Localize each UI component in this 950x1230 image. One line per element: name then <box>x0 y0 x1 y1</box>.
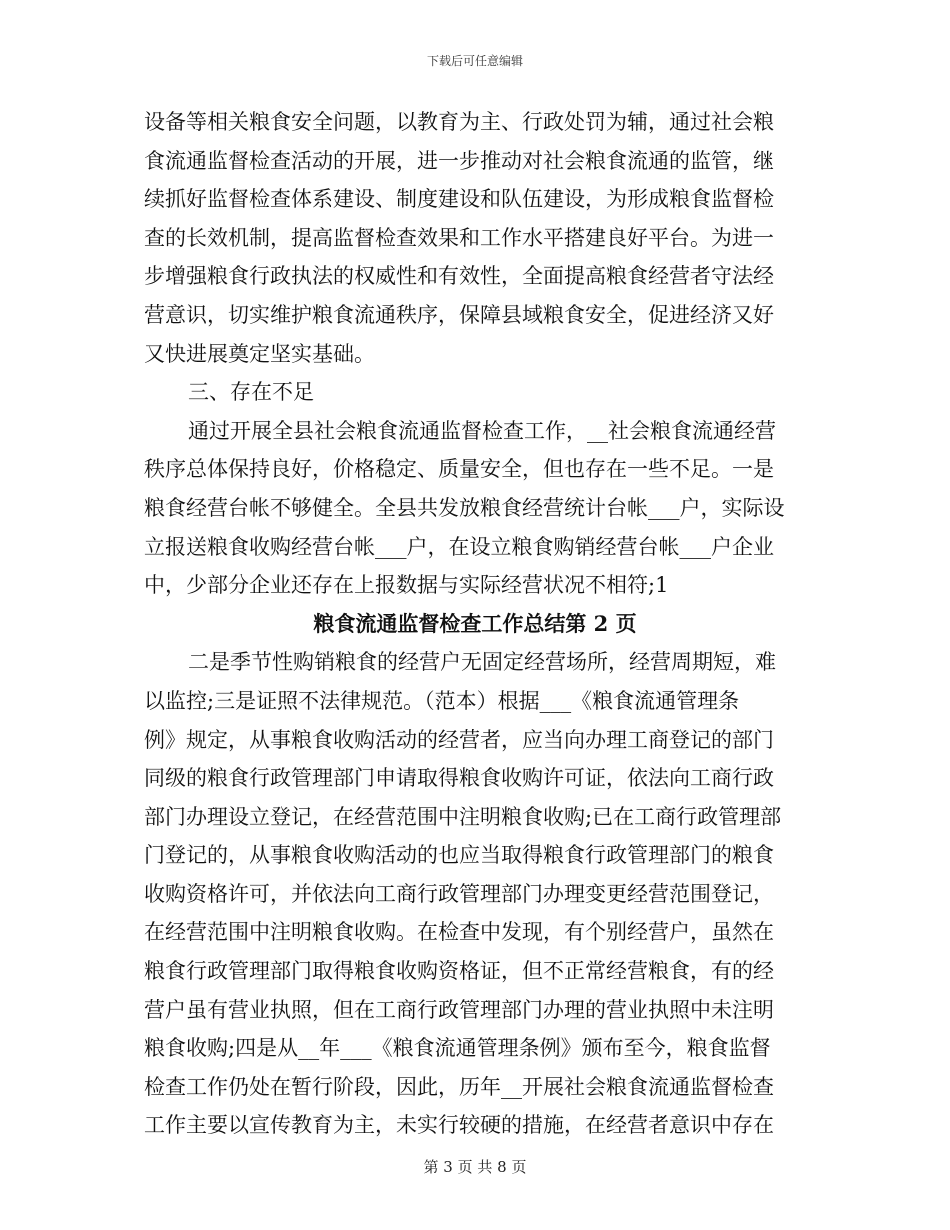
text-line: 营意识，切实维护粮食流通秩序，保障县域粮食安全，促进经济又好 <box>144 302 774 327</box>
text-line: 又快进展奠定坚实基础。 <box>144 341 375 366</box>
text-line: 设备等相关粮食安全问题，以教育为主、行政处罚为辅，通过社会粮 <box>144 110 774 134</box>
text-line: 通过开展全县社会粮食流通监督检查工作，__社会粮食流通经营 <box>188 418 776 443</box>
text-line: 部门办理设立登记，在经营范围中注明粮食收购;已在工商行政管理部 <box>144 804 782 829</box>
text-line: 步增强粮食行政执法的权威性和有效性，全面提高粮食经营者守法经 <box>144 264 774 289</box>
text-line: 门登记的，从事粮食收购活动的也应当取得粮食行政管理部门的粮食 <box>144 843 774 868</box>
text-line: 粮食收购;四是从__年___《粮食流通管理条例》颁布至今，粮食监督 <box>144 1036 771 1061</box>
text-line: 粮食经营台帐不够健全。全县共发放粮食经营统计台帐___户，实际设 <box>144 495 785 520</box>
text-line: 立报送粮食收购经营台帐___户，在设立粮食购销经营台帐___户企业 <box>144 534 774 559</box>
document-body <box>0 103 950 1145</box>
text-line: 中，少部分企业还存在上报数据与实际经营状况不相符;1 <box>144 573 669 598</box>
text-line: 营户虽有营业执照，但在工商行政管理部门办理的营业执照中未注明 <box>144 997 774 1022</box>
section-title: 粮食流通监督检查工作总结第 2 页 <box>313 610 637 636</box>
text-line: 查的长效机制，提高监督检查效果和工作水平搭建良好平台。为进一 <box>144 225 774 250</box>
text-line: 工作主要以宣传教育为主，未实行较硬的措施，在经营者意识中存在 <box>144 1113 774 1138</box>
text-line: 在经营范围中注明粮食收购。在检查中发现，有个别经营户，虽然在 <box>144 920 774 945</box>
text-line: 同级的粮食行政管理部门申请取得粮食收购许可证，依法向工商行政 <box>144 766 774 791</box>
text-line: 检查工作仍处在暂行阶段，因此，历年__开展社会粮食流通监督检查 <box>144 1074 774 1099</box>
text-line: 二是季节性购销粮食的经营户无固定经营场所，经营周期短，难 <box>188 650 776 675</box>
page-header-note: 下载后可任意编辑 <box>426 54 523 68</box>
page-number-footer: 第 3 页 共 8 页 <box>423 1158 527 1176</box>
text-line: 收购资格许可，并依法向工商行政管理部门办理变更经营范围登记， <box>144 881 774 906</box>
text-line: 食流通监督检查活动的开展，进一步推动对社会粮食流通的监管，继 <box>144 148 774 173</box>
text-line: 续抓好监督检查体系建设、制度建设和队伍建设，为形成粮食监督检 <box>144 187 774 212</box>
text-line: 秩序总体保持良好，价格稳定、质量安全，但也存在一些不足。一是 <box>144 457 774 482</box>
text-line: 例》规定，从事粮食收购活动的经营者，应当向办理工商登记的部门 <box>144 727 774 752</box>
text-line: 以监控;三是证照不法律规范。（范本）根据___《粮食流通管理条 <box>144 688 740 713</box>
text-line: 粮食行政管理部门取得粮食收购资格证，但不正常经营粮食，有的经 <box>144 959 774 984</box>
section-heading: 三、存在不足 <box>188 380 314 405</box>
